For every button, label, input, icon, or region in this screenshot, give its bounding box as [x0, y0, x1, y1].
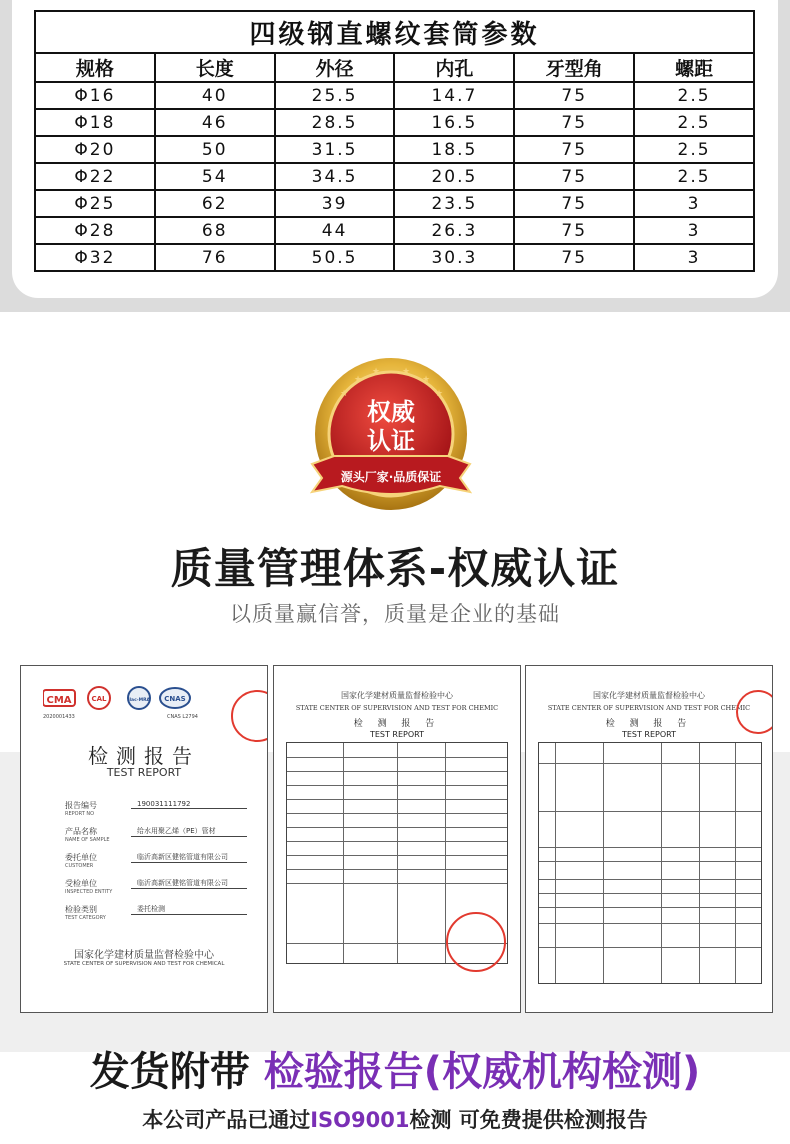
table-row — [35, 136, 754, 163]
report-org-en: STATE CENTER OF SUPERVISION AND TEST FOR CHEMIC — [295, 704, 499, 712]
header-cell: 外径 — [275, 53, 395, 82]
cal-logo — [88, 687, 110, 709]
field-value: 临沂高新区健铭管道有限公司 — [131, 878, 247, 889]
report-title: 检 测 报 告 — [605, 719, 693, 729]
header-cell: 螺距 — [634, 53, 754, 82]
table-cell: 50 — [155, 136, 275, 163]
table-cell: 26.3 — [394, 217, 514, 244]
table-cell: 75 — [514, 136, 634, 163]
spec-table-header-row — [35, 53, 754, 82]
table-cell: 76 — [155, 244, 275, 271]
svg-text:CAL: CAL — [91, 695, 107, 703]
table-row — [35, 244, 754, 271]
table-cell: 62 — [155, 190, 275, 217]
table-row — [35, 109, 754, 136]
report-title-en: TEST REPORT — [369, 730, 425, 739]
report-title-en: TEST REPORT — [621, 730, 677, 739]
header-cell: 长度 — [155, 53, 275, 82]
table-row — [35, 82, 754, 109]
report-title-en: TEST REPORT — [106, 766, 182, 779]
svg-text:★: ★ — [435, 389, 444, 399]
table-cell: 2.5 — [634, 109, 754, 136]
field-label: 报告编号 REPORT NO — [65, 801, 97, 817]
report-title: 检测报告 — [88, 744, 200, 768]
field-value: 给水用聚乙烯（PE）管材 — [131, 826, 247, 837]
field-label: 受检单位 INSPECTED ENTITY — [65, 879, 113, 895]
table-cell: 14.7 — [394, 82, 514, 109]
table-cell: 54 — [155, 163, 275, 190]
table-cell: 75 — [514, 244, 634, 271]
header-cell: 牙型角 — [514, 53, 634, 82]
report-table — [538, 742, 762, 984]
report-cover — [20, 665, 268, 1013]
report-page-2 — [525, 665, 773, 1013]
svg-text:ilac-MRA: ilac-MRA — [127, 698, 151, 703]
shipping-headline-accent: 检验报告(权威机构检测) — [263, 1049, 701, 1095]
iso-statement-accent: ISO9001 — [310, 1108, 410, 1132]
table-cell: 2.5 — [634, 82, 754, 109]
table-cell: 75 — [514, 190, 634, 217]
table-cell: 3 — [634, 244, 754, 271]
table-cell: Φ22 — [35, 163, 155, 190]
table-row — [35, 163, 754, 190]
table-cell: 28.5 — [275, 109, 395, 136]
spec-table — [34, 10, 755, 272]
table-cell: 34.5 — [275, 163, 395, 190]
table-cell: 2.5 — [634, 136, 754, 163]
table-cell: 16.5 — [394, 109, 514, 136]
section-title: 质量管理体系-权威认证 — [170, 544, 620, 593]
field-value: 委托检测 — [131, 904, 247, 915]
shipping-headline-plain: 发货附带 — [89, 1049, 264, 1095]
table-cell: 75 — [514, 163, 634, 190]
shipping-headline — [0, 1040, 790, 1097]
report-org: 国家化学建材质量监督检验中心 — [341, 691, 453, 700]
svg-text:CNAS: CNAS — [164, 695, 186, 703]
table-cell: Φ20 — [35, 136, 155, 163]
cma-logo — [43, 690, 75, 706]
table-cell: 68 — [155, 217, 275, 244]
table-cell: Φ28 — [35, 217, 155, 244]
table-cell: Φ18 — [35, 109, 155, 136]
field-label: 检验类别 TEST CATEGORY — [65, 905, 106, 921]
field-value: 临沂高新区健铭管道有限公司 — [131, 852, 247, 863]
red-seal — [231, 690, 268, 742]
report-org-en: STATE CENTER OF SUPERVISION AND TEST FOR CHEMIC — [547, 704, 751, 712]
section-subtitle: 以质量赢信誉，质量是企业的基础 — [230, 602, 560, 626]
issuing-organization: 国家化学建材质量监督检验中心 — [74, 950, 214, 961]
table-cell: 20.5 — [394, 163, 514, 190]
table-row — [35, 190, 754, 217]
table-cell: Φ32 — [35, 244, 155, 271]
table-cell: 3 — [634, 190, 754, 217]
table-cell: 50.5 — [275, 244, 395, 271]
iso-statement — [0, 1104, 790, 1134]
svg-text:CMA: CMA — [46, 695, 72, 706]
cnas-number: CNAS L2794 — [167, 714, 198, 720]
table-cell: Φ16 — [35, 82, 155, 109]
report-org: 国家化学建材质量监督检验中心 — [593, 691, 705, 700]
field-label: 委托单位 CUSTOMER — [65, 853, 97, 869]
certification-logos — [43, 686, 193, 712]
cma-number: 2020001433 — [43, 714, 75, 720]
iso-statement-a: 本公司产品已通过 — [142, 1108, 311, 1132]
table-cell: 18.5 — [394, 136, 514, 163]
spec-table-title: 四级钢直螺纹套筒参数 — [35, 11, 754, 53]
header-cell: 规格 — [35, 53, 155, 82]
badge-line1: 权威 — [367, 398, 415, 426]
table-cell: 44 — [275, 217, 395, 244]
table-cell: 3 — [634, 217, 754, 244]
table-cell: 40 — [155, 82, 275, 109]
svg-text:★: ★ — [422, 375, 431, 385]
table-cell: 25.5 — [275, 82, 395, 109]
table-cell: 46 — [155, 109, 275, 136]
table-cell: 39 — [275, 190, 395, 217]
cnas-logo — [160, 688, 190, 708]
table-cell: 23.5 — [394, 190, 514, 217]
table-cell: 30.3 — [394, 244, 514, 271]
svg-text:★: ★ — [402, 367, 411, 377]
red-seal — [736, 690, 773, 734]
table-cell: Φ25 — [35, 190, 155, 217]
field-label: 产品名称 NAME OF SAMPLE — [65, 827, 110, 843]
red-seal — [446, 912, 506, 972]
ilac-mra-logo — [128, 687, 151, 709]
table-cell: 75 — [514, 82, 634, 109]
svg-text:★: ★ — [354, 375, 363, 385]
badge-ribbon-text: 源头厂家·品质保证 — [340, 470, 442, 484]
iso-statement-b: 检测 可免费提供检测报告 — [409, 1108, 648, 1132]
authority-badge — [310, 356, 472, 518]
svg-text:★: ★ — [340, 389, 349, 399]
report-page-1 — [273, 665, 521, 1013]
table-row — [35, 217, 754, 244]
table-cell: 31.5 — [275, 136, 395, 163]
table-cell: 75 — [514, 217, 634, 244]
header-cell: 内孔 — [394, 53, 514, 82]
table-cell: 2.5 — [634, 163, 754, 190]
issuing-organization-en: STATE CENTER OF SUPERVISION AND TEST FOR CHEMICAL — [63, 961, 225, 967]
report-title: 检 测 报 告 — [353, 719, 441, 729]
badge-line2: 认证 — [367, 427, 415, 455]
svg-text:★: ★ — [372, 367, 381, 377]
table-cell: 75 — [514, 109, 634, 136]
field-value: 190031111792 — [131, 800, 247, 809]
